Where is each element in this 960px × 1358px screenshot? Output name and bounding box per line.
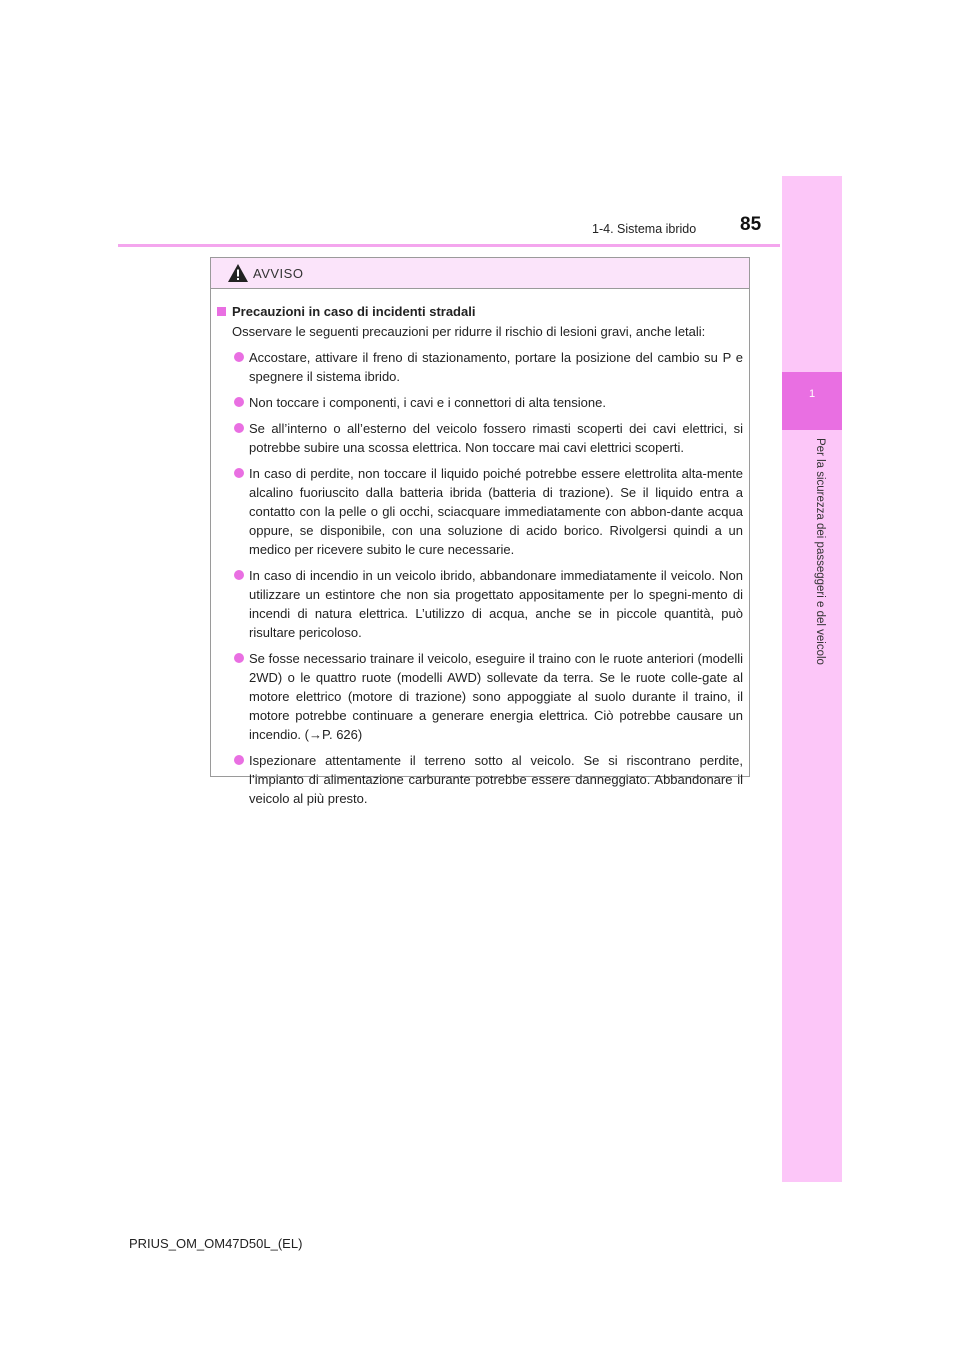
bullet-dot-icon (234, 755, 244, 765)
warning-header (211, 258, 749, 289)
list-item-text: Accostare, attivare il freno di stazionamento, portare la posizione del cambio su P e spegnere il sistema ibrido. (249, 350, 743, 384)
chapter-title: Per la sicurezza dei passeggeri e del veicolo (814, 438, 826, 665)
document-code: PRIUS_OM_OM47D50L_(EL) (129, 1236, 303, 1251)
list-item (234, 649, 743, 744)
bullet-dot-icon (234, 653, 244, 663)
list-item (234, 464, 743, 559)
warning-intro: Osservare le seguenti precauzioni per ridurre il rischio di lesioni gravi, anche letali: (232, 324, 706, 339)
list-item-text: In caso di incendio in un veicolo ibrido, abbandonare immediatamente il veicolo. Non utilizzare un estintore che non sia progettato appositamente per lo spegni-mento di incendi di natura elettrica. L’utilizzo di acqua, anche se in piccole quantità, può risultare pericoloso. (249, 568, 743, 640)
list-item-text: Se fosse necessario trainare il veicolo, eseguire il traino con le ruote anteriori (modelli 2WD) o le quattro ruote (modelli AWD) sollevate da terra. Se le ruote colle-gate al motore elettrico (motore di trazione) sono appoggiate al suolo durante il traino, il motore potrebbe continuare a generare energia elettrica. Ciò potrebbe causare un incendio. (→P. 626) (249, 651, 743, 742)
warning-heading-text: Precauzioni in caso di incidenti stradali (232, 304, 476, 319)
list-item-text: Ispezionare attentamente il terreno sotto al veicolo. Se si riscontrano perdite, l’impianto di alimentazione carburante potrebbe essere danneggiato. Abbandonare il veicolo al più presto. (249, 753, 743, 806)
warning-body (211, 289, 749, 808)
list-item (234, 419, 743, 457)
page-number: 85 (740, 214, 762, 235)
list-item-text: Se all’interno o all’esterno del veicolo fossero rimasti scoperti dei cavi elettrici, si potrebbe subire una scossa elettrica. Non toccare mai cavi elettrici scoperti. (249, 421, 743, 455)
bullet-dot-icon (234, 468, 244, 478)
list-item (234, 393, 743, 412)
list-item-text: In caso di perdite, non toccare il liquido poiché potrebbe essere elettrolita alta-mente alcalino fuoriuscito dalla batteria ibrida (batteria di trazione). Se il liquido entra a contatto con la pelle o gli occhi, sciacquare immediatamente con abbon-dante acqua oppure, se disponibile, con una soluzione di acido borico. Rivolgersi quindi a un medico per ricevere subito le cure necessarie. (249, 466, 743, 557)
bullet-dot-icon (234, 423, 244, 433)
chapter-tab-marker (782, 372, 842, 430)
warning-triangle-icon (227, 263, 249, 283)
square-bullet-icon (217, 307, 226, 316)
warning-box (210, 257, 750, 806)
header-rule (118, 244, 780, 247)
warning-bullet-list (217, 348, 743, 808)
bullet-dot-icon (234, 397, 244, 407)
list-item (234, 751, 743, 808)
list-item (234, 566, 743, 642)
bullet-dot-icon (234, 352, 244, 362)
chapter-number: 1 (808, 388, 816, 400)
list-item-text: Non toccare i componenti, i cavi e i connettori di alta tensione. (249, 395, 606, 410)
warning-heading (217, 302, 743, 321)
bullet-dot-icon (234, 570, 244, 580)
warning-title: AVVISO (253, 265, 304, 281)
section-title: 1-4. Sistema ibrido (592, 222, 697, 236)
list-item (234, 348, 743, 386)
